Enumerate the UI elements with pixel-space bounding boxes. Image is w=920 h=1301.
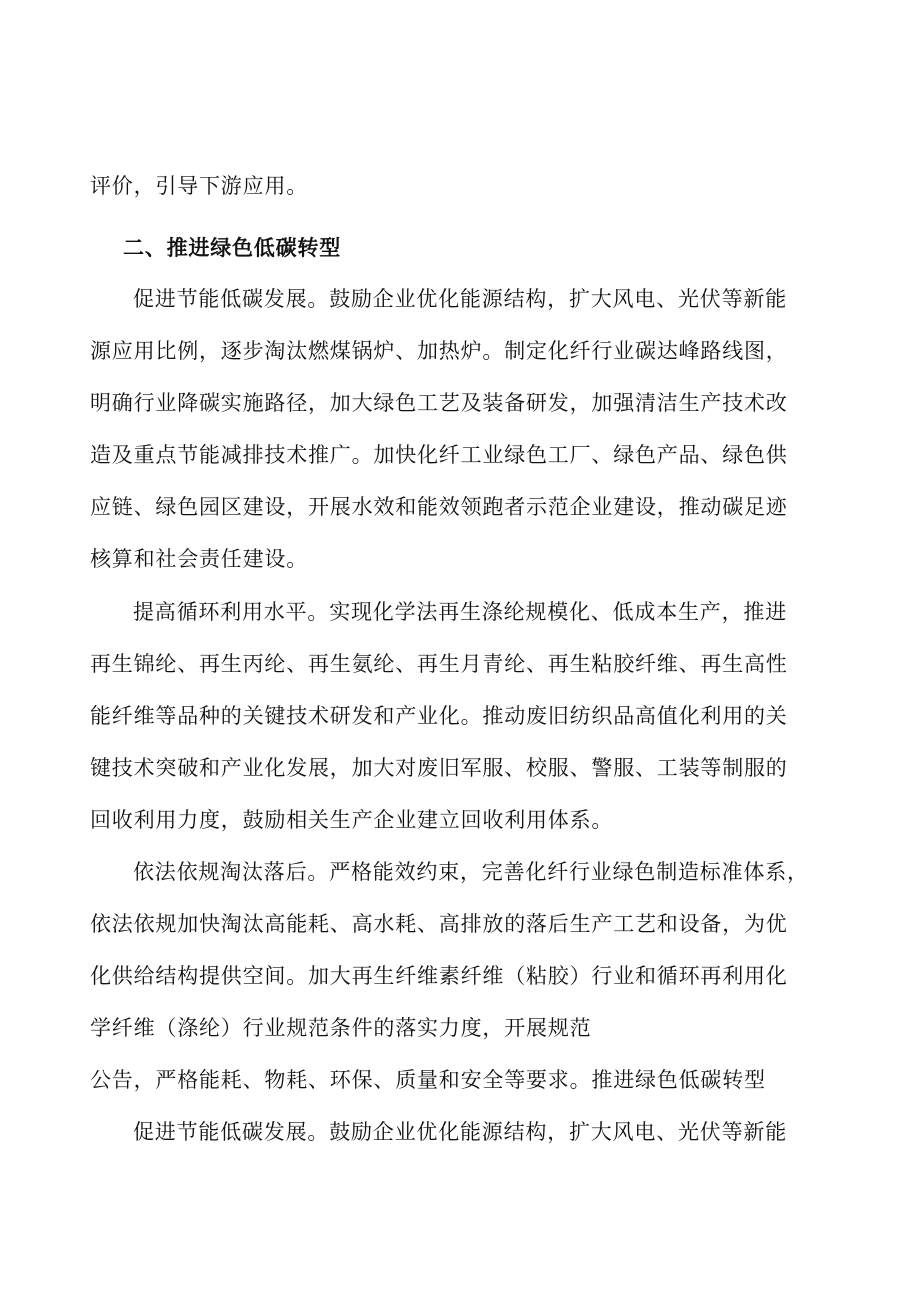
paragraph-line: 造及重点节能减排技术推广。加快化纤工业绿色工厂、绿色产品、绿色供	[90, 443, 788, 467]
paragraph-line: 键技术突破和产业化发展，加大对废旧军服、校服、警服、工装等制服的	[90, 756, 788, 780]
paragraph-line: 学纤维（涤纶）行业规范条件的落实力度，开展规范	[90, 1016, 592, 1040]
paragraph-line: 依法依规加快淘汰高能耗、高水耗、高排放的落后生产工艺和设备，为优	[90, 912, 788, 936]
paragraph-line: 提高循环利用水平。实现化学法再生涤纶规模化、低成本生产，推进	[133, 600, 787, 624]
paragraph-line: 化供给结构提供空间。加大再生纤维素纤维（粘胶）行业和循环再利用化	[90, 964, 788, 988]
paragraph-line: 促进节能低碳发展。鼓励企业优化能源结构，扩大风电、光伏等新能	[133, 1120, 787, 1144]
paragraph-line: 核算和社会责任建设。	[90, 547, 308, 571]
paragraph-line: 源应用比例，逐步淘汰燃煤锅炉、加热炉。制定化纤行业碳达峰路线图，	[90, 339, 788, 363]
paragraph-line: 公告，严格能耗、物耗、环保、质量和安全等要求。推进绿色低碳转型	[90, 1068, 766, 1092]
paragraph-line: 应链、绿色园区建设，开展水效和能效领跑者示范企业建设，推动碳足迹	[90, 495, 788, 519]
section-heading: 二、推进绿色低碳转型	[123, 236, 341, 260]
paragraph-line: 能纤维等品种的关键技术研发和产业化。推动废旧纺织品高值化利用的关	[90, 704, 788, 728]
paragraph-line: 依法依规淘汰落后。严格能效约束，完善化纤行业绿色制造标准体系，	[133, 860, 809, 884]
paragraph-line: 明确行业降碳实施路径，加大绿色工艺及装备研发，加强清洁生产技术改	[90, 391, 788, 415]
paragraph-line: 再生锦纶、再生丙纶、再生氨纶、再生月青纶、再生粘胶纤维、再生高性	[90, 652, 788, 676]
paragraph-line: 评价，引导下游应用。	[90, 174, 308, 198]
paragraph-line: 促进节能低碳发展。鼓励企业优化能源结构，扩大风电、光伏等新能	[133, 287, 787, 311]
paragraph-line: 回收利用力度，鼓励相关生产企业建立回收利用体系。	[90, 808, 614, 832]
